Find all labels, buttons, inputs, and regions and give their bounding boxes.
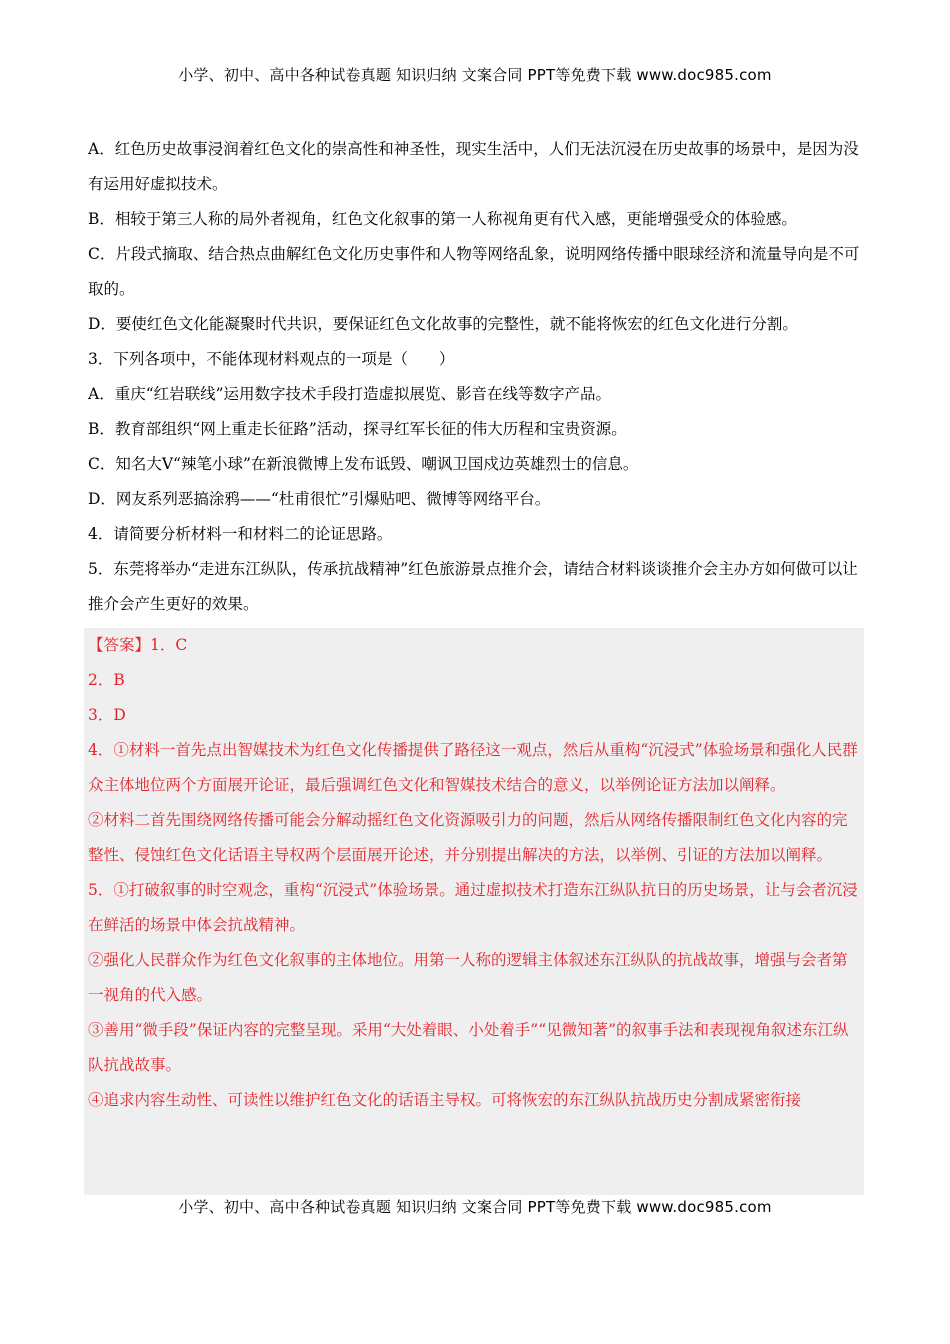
q3-option-a: A．重庆“红岩联线”运用数字技术手段打造虚拟展览、影音在线等数字产品。 bbox=[88, 385, 612, 403]
answer-1 bbox=[88, 628, 860, 663]
answer-tag: 【答案】 bbox=[88, 636, 151, 654]
answer-4-part-1: 4．①材料一首先点出智媒技术为红色文化传播提供了路径这一观点，然后从重构“沉浸式”体验场景和强化人民群众主体地位两个方面展开论证，最后强调红色文化和智媒技术结合的意义，以举例论证方法加以阐释。 bbox=[88, 741, 858, 794]
q3-option-d: D．网友系列恶搞涂鸦——“杜甫很忙”引爆贴吧、微博等网络平台。 bbox=[88, 490, 551, 508]
page-footer: 小学、初中、高中各种试卷真题 知识归纳 文案合同 PPT等免费下载 www.doc985.com bbox=[178, 1198, 772, 1216]
answer-4-part-2: ②材料二首先围绕网络传播可能会分解动摇红色文化资源吸引力的问题，然后从网络传播限制红色文化内容的完整性、侵蚀红色文化话语主导权两个层面展开论述，并分别提出解决的方法，以举例、引证的方法加以阐释。 bbox=[88, 811, 848, 864]
answer-5-part-4: ④追求内容生动性、可读性以维护红色文化的话语主导权。可将恢宏的东江纵队抗战历史分割成紧密衔接 bbox=[88, 1091, 802, 1109]
page-header: 小学、初中、高中各种试卷真题 知识归纳 文案合同 PPT等免费下载 www.doc985.com bbox=[178, 66, 772, 84]
answer-3: 3．D bbox=[88, 706, 126, 724]
answer-2: 2．B bbox=[88, 671, 125, 689]
q5-stem: 5．东莞将举办“走进东江纵队，传承抗战精神”红色旅游景点推介会，请结合材料谈谈推介会主办方如何做可以让推介会产生更好的效果。 bbox=[88, 560, 858, 613]
answer-1-text: 1．C bbox=[150, 636, 188, 654]
answer-5-part-1: 5．①打破叙事的时空观念，重构“沉浸式”体验场景。通过虚拟技术打造东江纵队抗日的历史场景，让与会者沉浸在鲜活的场景中体会抗战精神。 bbox=[88, 881, 858, 934]
q4-stem: 4．请简要分析材料一和材料二的论证思路。 bbox=[88, 525, 393, 543]
q2-option-a: A．红色历史故事浸润着红色文化的崇高性和神圣性，现实生活中，人们无法沉浸在历史故事的场景中，是因为没有运用好虚拟技术。 bbox=[88, 140, 859, 193]
q3-option-b: B．教育部组织“网上重走长征路”活动，探寻红军长征的伟大历程和宝贵资源。 bbox=[88, 420, 627, 438]
question-section bbox=[88, 132, 862, 622]
q3-stem: 3．下列各项中，不能体现材料观点的一项是（ ） bbox=[88, 350, 455, 368]
q2-option-d: D．要使红色文化能凝聚时代共识，要保证红色文化故事的完整性，就不能将恢宏的红色文化进行分割。 bbox=[88, 315, 798, 333]
q3-option-c: C．知名大V“辣笔小球”在新浪微博上发布诋毁、嘲讽卫国戍边英雄烈士的信息。 bbox=[88, 455, 639, 473]
answer-5-part-3: ③善用“微手段”保证内容的完整呈现。采用“大处着眼、小处着手”“见微知著”的叙事手法和表现视角叙述东江纵队抗战故事。 bbox=[88, 1021, 849, 1074]
answer-section bbox=[84, 628, 864, 1195]
q2-option-b: B．相较于第三人称的局外者视角，红色文化叙事的第一人称视角更有代入感，更能增强受众的体验感。 bbox=[88, 210, 797, 228]
q2-option-c: C．片段式摘取、结合热点曲解红色文化历史事件和人物等网络乱象，说明网络传播中眼球经济和流量导向是不可取的。 bbox=[88, 245, 860, 298]
answer-5-part-2: ②强化人民群众作为红色文化叙事的主体地位。用第一人称的逻辑主体叙述东江纵队的抗战故事，增强与会者第一视角的代入感。 bbox=[88, 951, 848, 1004]
